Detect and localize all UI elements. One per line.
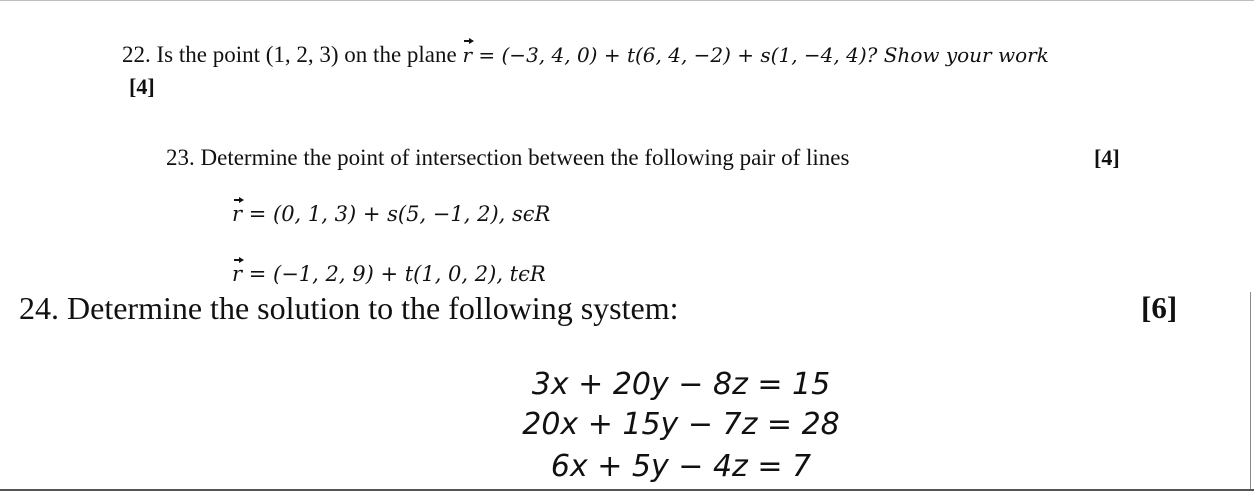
vector-r-symbol: r: [462, 43, 473, 67]
vector-r-symbol: r: [232, 262, 243, 286]
question-23-text: Determine the point of intersection between the following pair of lines: [200, 145, 850, 170]
question-22: [122, 42, 1049, 68]
line-equation-1-body: = (0, 1, 3) + s(5, −1, 2), sϵR: [248, 202, 551, 226]
question-22-plane-equation: [462, 43, 1048, 67]
system-equation-2: 20x + 15y − 7z = 28: [522, 407, 840, 442]
question-24-marks: [6]: [1141, 290, 1178, 325]
line-equation-1: [232, 202, 550, 226]
system-equation-1: 3x + 20y − 8z = 15: [531, 367, 831, 402]
question-24: [19, 290, 678, 327]
question-23-number: 23.: [166, 145, 195, 170]
question-24-number: 24.: [19, 290, 59, 326]
vector-r-symbol: r: [232, 202, 243, 226]
question-23: [166, 145, 849, 171]
question-22-text: Is the point (1, 2, 3) on the plane: [156, 42, 457, 67]
system-equation-3: 6x + 5y − 4z = 7: [550, 449, 812, 484]
question-23-marks: [4]: [1094, 145, 1120, 170]
question-22-number: 22.: [122, 42, 151, 67]
line-equation-2: [232, 262, 546, 286]
plane-equation-body: = (−3, 4, 0) + t(6, 4, −2) + s(1, −4, 4)?: [478, 43, 878, 67]
top-border: [0, 0, 1254, 1]
question-22-instruction: Show your work: [883, 43, 1049, 67]
line-equation-2-body: = (−1, 2, 9) + t(1, 0, 2), tϵR: [248, 262, 546, 286]
question-24-text: Determine the solution to the following system:: [67, 290, 679, 326]
question-22-marks: [4]: [129, 74, 155, 99]
bottom-border: [0, 489, 1254, 491]
